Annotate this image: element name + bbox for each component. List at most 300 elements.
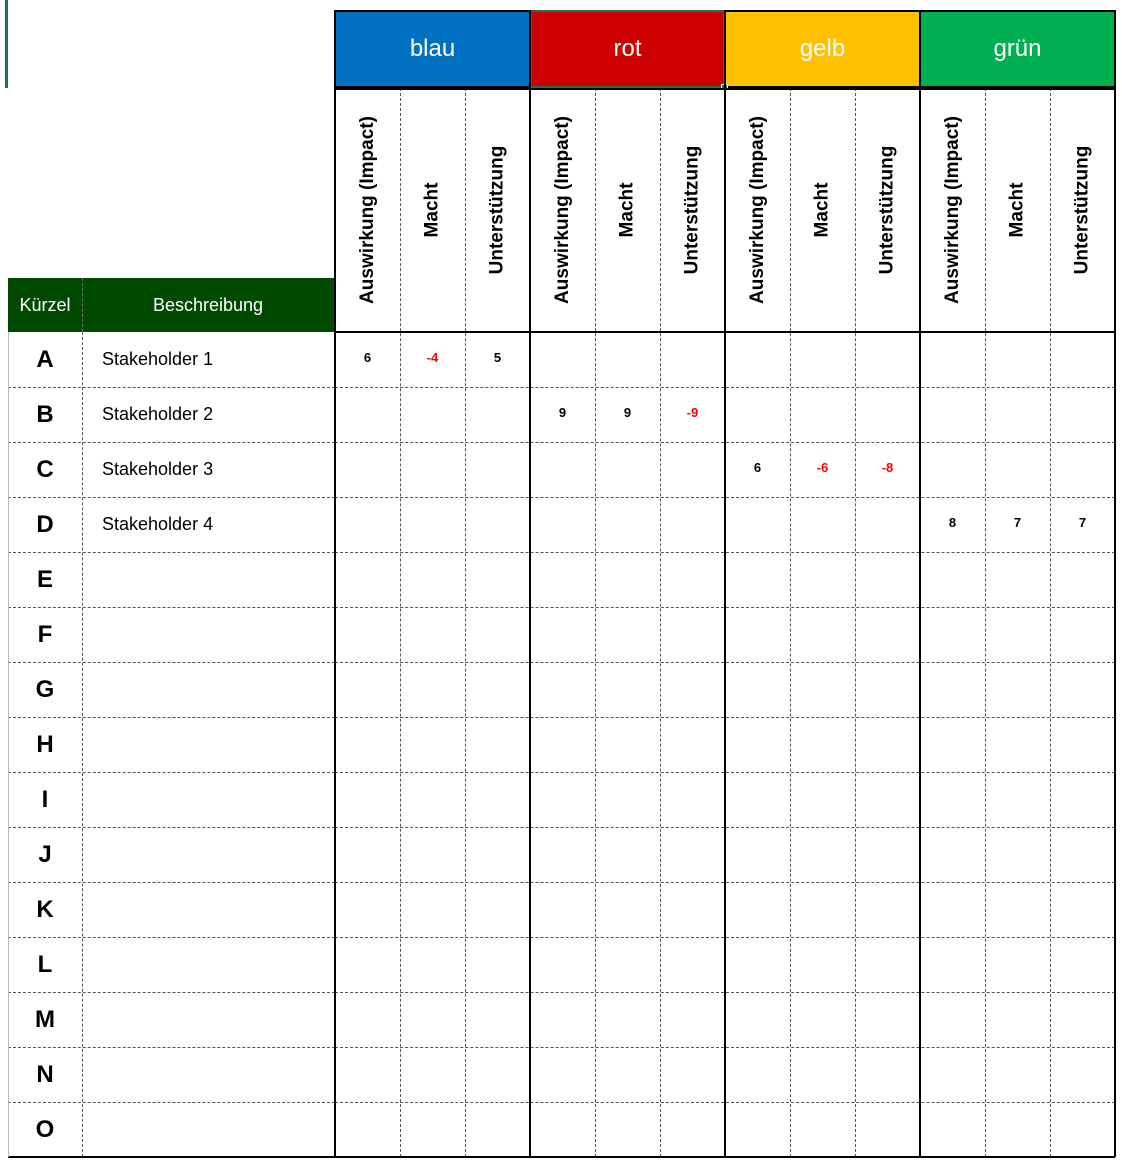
row-divider xyxy=(8,992,335,993)
table-bottom xyxy=(8,1156,1115,1158)
value-text: 9 xyxy=(558,405,567,420)
row-code-label: K xyxy=(36,895,54,923)
value-cell[interactable] xyxy=(530,715,595,770)
value-cell[interactable] xyxy=(985,770,1050,825)
row-divider xyxy=(8,717,335,718)
value-cell[interactable] xyxy=(1050,825,1115,880)
value-cell[interactable] xyxy=(595,330,660,385)
subheader-label: Auswirkung (Impact) xyxy=(356,116,378,304)
value-cell[interactable] xyxy=(920,715,985,770)
value-cell[interactable] xyxy=(465,935,530,990)
value-cell[interactable] xyxy=(985,330,1050,385)
value-cell[interactable] xyxy=(1050,1100,1115,1155)
value-cell[interactable] xyxy=(530,825,595,880)
value-cell[interactable] xyxy=(400,880,465,935)
value-cell[interactable] xyxy=(725,880,790,935)
value-cell[interactable] xyxy=(400,495,465,550)
value-cell[interactable] xyxy=(855,1045,920,1100)
value-cell[interactable] xyxy=(855,880,920,935)
value-cell[interactable] xyxy=(985,715,1050,770)
value-cell[interactable] xyxy=(920,495,985,550)
value-cell[interactable] xyxy=(400,825,465,880)
row-code[interactable] xyxy=(8,882,82,937)
value-cell[interactable] xyxy=(595,990,660,1045)
row-code-label: A xyxy=(36,345,54,373)
row-code[interactable] xyxy=(8,827,82,882)
value-cell[interactable] xyxy=(920,1100,985,1155)
value-cell[interactable] xyxy=(335,935,400,990)
value-cell[interactable] xyxy=(465,825,530,880)
row-divider xyxy=(8,662,335,663)
row-code-label: H xyxy=(36,730,54,758)
value-cell[interactable] xyxy=(855,495,920,550)
row-code-label: G xyxy=(35,675,55,703)
row-code[interactable] xyxy=(8,552,82,607)
row-description[interactable] xyxy=(82,497,335,552)
value-cell[interactable] xyxy=(725,660,790,715)
value-cell[interactable] xyxy=(595,1045,660,1100)
value-cell[interactable] xyxy=(1050,880,1115,935)
value-cell[interactable] xyxy=(530,330,595,385)
value-cell[interactable] xyxy=(595,935,660,990)
row-description[interactable] xyxy=(82,717,335,772)
value-cell[interactable] xyxy=(725,1045,790,1100)
row-code[interactable] xyxy=(8,607,82,662)
value-cell[interactable] xyxy=(725,770,790,825)
row-code-label: L xyxy=(37,950,53,978)
row-code[interactable] xyxy=(8,387,82,442)
group-label: gelb xyxy=(799,35,846,62)
row-code-label: E xyxy=(36,565,53,593)
row-description-label: Stakeholder 4 xyxy=(102,514,214,534)
value-cell[interactable] xyxy=(465,1045,530,1100)
value-cell[interactable] xyxy=(855,550,920,605)
value-cell[interactable] xyxy=(790,880,855,935)
group-label: grün xyxy=(993,35,1042,62)
value-cell[interactable] xyxy=(400,1100,465,1155)
value-cell[interactable] xyxy=(920,330,985,385)
row-code-label: D xyxy=(36,510,54,538)
value-cell[interactable] xyxy=(465,990,530,1045)
value-cell[interactable] xyxy=(920,550,985,605)
row-description[interactable] xyxy=(82,827,335,882)
value-text: -9 xyxy=(686,405,699,420)
row-divider xyxy=(8,1102,335,1103)
value-cell[interactable] xyxy=(725,385,790,440)
value-cell[interactable] xyxy=(985,1045,1050,1100)
subheader-auswirkung[interactable] xyxy=(530,88,595,332)
value-cell[interactable] xyxy=(660,495,725,550)
value-cell[interactable] xyxy=(335,990,400,1045)
column-divider xyxy=(465,88,466,1157)
value-cell[interactable] xyxy=(1050,330,1115,385)
value-cell[interactable] xyxy=(920,935,985,990)
column-divider xyxy=(660,88,661,1157)
value-cell[interactable] xyxy=(595,440,660,495)
value-cell[interactable] xyxy=(855,770,920,825)
value-cell[interactable] xyxy=(595,495,660,550)
value-cell[interactable] xyxy=(465,385,530,440)
row-code[interactable] xyxy=(8,772,82,827)
value-cell[interactable] xyxy=(725,935,790,990)
value-cell[interactable] xyxy=(855,385,920,440)
value-cell[interactable] xyxy=(1050,495,1115,550)
value-cell[interactable] xyxy=(400,660,465,715)
value-cell[interactable] xyxy=(400,990,465,1045)
header-beschreibung-label: Beschreibung xyxy=(152,294,264,315)
value-cell[interactable] xyxy=(660,1045,725,1100)
value-cell[interactable] xyxy=(660,440,725,495)
header-beschreibung[interactable] xyxy=(82,278,334,332)
value-cell[interactable] xyxy=(790,935,855,990)
subheader-unterstuetzung[interactable] xyxy=(660,88,725,332)
header-divider xyxy=(82,278,83,332)
row-description[interactable] xyxy=(82,772,335,827)
value-cell[interactable] xyxy=(725,1100,790,1155)
value-cell[interactable] xyxy=(725,550,790,605)
row-description[interactable] xyxy=(82,662,335,717)
subheader-macht[interactable] xyxy=(790,88,855,332)
value-cell[interactable] xyxy=(400,715,465,770)
value-cell[interactable] xyxy=(790,330,855,385)
subheader-label: Macht xyxy=(1006,182,1028,238)
value-cell[interactable] xyxy=(660,935,725,990)
group-header-bottom xyxy=(335,88,1115,90)
value-cell[interactable] xyxy=(920,880,985,935)
value-cell[interactable] xyxy=(985,990,1050,1045)
value-cell[interactable] xyxy=(1050,770,1115,825)
row-divider xyxy=(8,387,335,388)
value-cell[interactable] xyxy=(855,605,920,660)
value-text: 6 xyxy=(363,350,372,365)
value-cell[interactable] xyxy=(400,935,465,990)
row-code-label: J xyxy=(38,840,52,868)
value-cell[interactable] xyxy=(530,660,595,715)
value-text: -8 xyxy=(881,460,894,475)
subheader-unterstuetzung[interactable] xyxy=(465,88,530,332)
value-cell[interactable] xyxy=(855,440,920,495)
value-cell[interactable] xyxy=(465,880,530,935)
value-cell[interactable] xyxy=(595,880,660,935)
value-cell[interactable] xyxy=(855,935,920,990)
value-cell[interactable] xyxy=(725,715,790,770)
value-cell[interactable] xyxy=(595,605,660,660)
value-cell[interactable] xyxy=(530,935,595,990)
row-code[interactable] xyxy=(8,497,82,552)
group-divider xyxy=(334,10,336,1157)
value-cell[interactable] xyxy=(855,715,920,770)
value-cell[interactable] xyxy=(400,330,465,385)
value-cell[interactable] xyxy=(465,440,530,495)
value-cell[interactable] xyxy=(790,660,855,715)
row-description[interactable] xyxy=(82,1102,335,1157)
column-divider xyxy=(1050,88,1051,1157)
value-cell[interactable] xyxy=(985,1100,1050,1155)
value-cell[interactable] xyxy=(465,330,530,385)
value-cell[interactable] xyxy=(790,550,855,605)
value-cell[interactable] xyxy=(335,660,400,715)
value-cell[interactable] xyxy=(790,770,855,825)
value-cell[interactable] xyxy=(985,550,1050,605)
value-cell[interactable] xyxy=(595,825,660,880)
value-cell[interactable] xyxy=(790,990,855,1045)
value-cell[interactable] xyxy=(465,605,530,660)
row-code[interactable] xyxy=(8,1102,82,1157)
value-cell[interactable] xyxy=(400,605,465,660)
value-cell[interactable] xyxy=(855,990,920,1045)
value-cell[interactable] xyxy=(595,715,660,770)
subheader-label: Unterstützung xyxy=(486,145,508,275)
value-cell[interactable] xyxy=(595,550,660,605)
value-cell[interactable] xyxy=(725,825,790,880)
row-description[interactable] xyxy=(82,332,335,387)
value-cell[interactable] xyxy=(400,770,465,825)
value-cell[interactable] xyxy=(790,605,855,660)
value-cell[interactable] xyxy=(400,440,465,495)
value-cell[interactable] xyxy=(1050,990,1115,1045)
value-cell[interactable] xyxy=(985,385,1050,440)
value-cell[interactable] xyxy=(335,825,400,880)
row-code[interactable] xyxy=(8,717,82,772)
value-cell[interactable] xyxy=(920,385,985,440)
group-divider xyxy=(1114,10,1116,1157)
value-cell[interactable] xyxy=(985,440,1050,495)
value-cell[interactable] xyxy=(660,715,725,770)
row-description[interactable] xyxy=(82,1047,335,1102)
value-cell[interactable] xyxy=(920,990,985,1045)
subheader-label: Macht xyxy=(811,182,833,238)
value-cell[interactable] xyxy=(1050,660,1115,715)
value-cell[interactable] xyxy=(920,440,985,495)
subheader-auswirkung[interactable] xyxy=(920,88,985,332)
value-cell[interactable] xyxy=(660,605,725,660)
value-cell[interactable] xyxy=(790,1045,855,1100)
row-divider xyxy=(8,827,335,828)
value-cell[interactable] xyxy=(855,660,920,715)
subheader-label: Auswirkung (Impact) xyxy=(551,116,573,304)
value-cell[interactable] xyxy=(335,715,400,770)
value-cell[interactable] xyxy=(335,880,400,935)
value-cell[interactable] xyxy=(335,770,400,825)
value-cell[interactable] xyxy=(790,1100,855,1155)
row-code[interactable] xyxy=(8,992,82,1047)
value-cell[interactable] xyxy=(790,825,855,880)
value-cell[interactable] xyxy=(725,990,790,1045)
value-cell[interactable] xyxy=(920,605,985,660)
value-cell[interactable] xyxy=(790,495,855,550)
value-cell[interactable] xyxy=(985,605,1050,660)
value-cell[interactable] xyxy=(1050,550,1115,605)
row-description[interactable] xyxy=(82,607,335,662)
value-cell[interactable] xyxy=(920,1045,985,1100)
value-cell[interactable] xyxy=(660,385,725,440)
value-cell[interactable] xyxy=(660,880,725,935)
value-cell[interactable] xyxy=(465,770,530,825)
value-cell[interactable] xyxy=(920,825,985,880)
value-cell[interactable] xyxy=(1050,935,1115,990)
value-cell[interactable] xyxy=(400,1045,465,1100)
group-label: blau xyxy=(409,35,456,62)
value-cell[interactable] xyxy=(985,935,1050,990)
subheader-label: Auswirkung (Impact) xyxy=(941,116,963,304)
value-cell[interactable] xyxy=(725,495,790,550)
subheader-bottom xyxy=(335,331,1115,333)
group-label: rot xyxy=(613,35,642,62)
value-text: 6 xyxy=(753,460,762,475)
row-divider xyxy=(8,937,335,938)
value-cell[interactable] xyxy=(400,385,465,440)
value-cell[interactable] xyxy=(335,495,400,550)
value-cell[interactable] xyxy=(855,330,920,385)
value-cell[interactable] xyxy=(1050,715,1115,770)
row-divider xyxy=(8,442,335,443)
value-cell[interactable] xyxy=(985,495,1050,550)
column-divider xyxy=(82,332,83,1157)
value-cell[interactable] xyxy=(985,660,1050,715)
value-cell[interactable] xyxy=(530,880,595,935)
row-description[interactable] xyxy=(82,552,335,607)
value-cell[interactable] xyxy=(660,825,725,880)
subheader-unterstuetzung[interactable] xyxy=(855,88,920,332)
row-divider xyxy=(8,1047,335,1048)
value-text: 9 xyxy=(623,405,632,420)
row-divider xyxy=(8,607,335,608)
value-cell[interactable] xyxy=(855,825,920,880)
value-cell[interactable] xyxy=(595,1100,660,1155)
column-divider xyxy=(985,88,986,1157)
value-cell[interactable] xyxy=(530,770,595,825)
row-code[interactable] xyxy=(8,332,82,387)
group-header-rot[interactable] xyxy=(530,10,725,88)
row-code-label: I xyxy=(41,785,49,813)
value-cell[interactable] xyxy=(530,1100,595,1155)
value-cell[interactable] xyxy=(530,495,595,550)
value-cell[interactable] xyxy=(335,605,400,660)
value-cell[interactable] xyxy=(1050,1045,1115,1100)
value-cell[interactable] xyxy=(790,385,855,440)
value-cell[interactable] xyxy=(465,495,530,550)
subheader-label: Unterstützung xyxy=(876,145,898,275)
subheader-label: Unterstützung xyxy=(1071,145,1093,275)
group-header-blau[interactable] xyxy=(335,10,530,88)
value-cell[interactable] xyxy=(660,660,725,715)
row-code-label: F xyxy=(37,620,53,648)
value-cell[interactable] xyxy=(985,825,1050,880)
subheader-macht[interactable] xyxy=(595,88,660,332)
selection-edge xyxy=(5,0,8,88)
value-cell[interactable] xyxy=(660,330,725,385)
value-cell[interactable] xyxy=(335,330,400,385)
row-description[interactable] xyxy=(82,992,335,1047)
value-cell[interactable] xyxy=(660,550,725,605)
value-cell[interactable] xyxy=(1050,605,1115,660)
value-cell[interactable] xyxy=(1050,385,1115,440)
value-cell[interactable] xyxy=(530,440,595,495)
group-divider xyxy=(724,10,726,1157)
value-text: 5 xyxy=(493,350,502,365)
subheader-auswirkung[interactable] xyxy=(725,88,790,332)
value-text: -4 xyxy=(426,350,439,365)
value-text: 7 xyxy=(1078,515,1087,530)
value-cell[interactable] xyxy=(855,1100,920,1155)
table-left-border xyxy=(8,332,9,1157)
row-code-label: B xyxy=(36,400,54,428)
subheader-macht[interactable] xyxy=(400,88,465,332)
value-cell[interactable] xyxy=(465,550,530,605)
group-divider xyxy=(919,10,921,1157)
value-cell[interactable] xyxy=(335,1100,400,1155)
group-header-gelb[interactable] xyxy=(725,10,920,88)
value-cell[interactable] xyxy=(920,660,985,715)
value-cell[interactable] xyxy=(595,385,660,440)
value-cell[interactable] xyxy=(595,770,660,825)
row-code-label: O xyxy=(35,1115,55,1143)
value-cell[interactable] xyxy=(530,1045,595,1100)
value-cell[interactable] xyxy=(920,770,985,825)
row-description[interactable] xyxy=(82,937,335,992)
value-cell[interactable] xyxy=(725,330,790,385)
value-cell[interactable] xyxy=(725,605,790,660)
row-code[interactable] xyxy=(8,662,82,717)
row-description-label: Stakeholder 3 xyxy=(102,459,214,479)
value-cell[interactable] xyxy=(400,550,465,605)
value-cell[interactable] xyxy=(335,550,400,605)
row-code[interactable] xyxy=(8,937,82,992)
header-kuerzel[interactable] xyxy=(8,278,82,332)
row-code[interactable] xyxy=(8,442,82,497)
row-description[interactable] xyxy=(82,387,335,442)
value-cell[interactable] xyxy=(335,440,400,495)
value-cell[interactable] xyxy=(530,605,595,660)
row-code-label: C xyxy=(36,455,54,483)
subheader-unterstuetzung[interactable] xyxy=(1050,88,1115,332)
value-cell[interactable] xyxy=(660,990,725,1045)
value-cell[interactable] xyxy=(465,1100,530,1155)
row-description[interactable] xyxy=(82,882,335,937)
column-divider xyxy=(400,88,401,1157)
value-cell[interactable] xyxy=(1050,440,1115,495)
value-cell[interactable] xyxy=(530,990,595,1045)
header-kuerzel-label: Kürzel xyxy=(19,294,71,315)
value-cell[interactable] xyxy=(660,1100,725,1155)
subheader-label: Auswirkung (Impact) xyxy=(746,116,768,304)
value-cell[interactable] xyxy=(660,770,725,825)
group-header-gruen[interactable] xyxy=(920,10,1115,88)
value-cell[interactable] xyxy=(465,660,530,715)
subheader-auswirkung[interactable] xyxy=(335,88,400,332)
row-description[interactable] xyxy=(82,442,335,497)
value-cell[interactable] xyxy=(530,550,595,605)
value-cell[interactable] xyxy=(595,660,660,715)
row-code[interactable] xyxy=(8,1047,82,1102)
row-code-label: M xyxy=(35,1005,55,1033)
column-divider xyxy=(790,88,791,1157)
value-cell[interactable] xyxy=(985,880,1050,935)
value-cell[interactable] xyxy=(530,385,595,440)
value-cell[interactable] xyxy=(725,440,790,495)
column-divider xyxy=(595,88,596,1157)
value-cell[interactable] xyxy=(335,385,400,440)
subheader-label: Macht xyxy=(421,182,443,238)
value-cell[interactable] xyxy=(790,440,855,495)
subheader-macht[interactable] xyxy=(985,88,1050,332)
row-divider xyxy=(8,882,335,883)
row-divider xyxy=(8,497,335,498)
column-divider xyxy=(855,88,856,1157)
value-cell[interactable] xyxy=(790,715,855,770)
value-cell[interactable] xyxy=(335,1045,400,1100)
value-cell[interactable] xyxy=(465,715,530,770)
